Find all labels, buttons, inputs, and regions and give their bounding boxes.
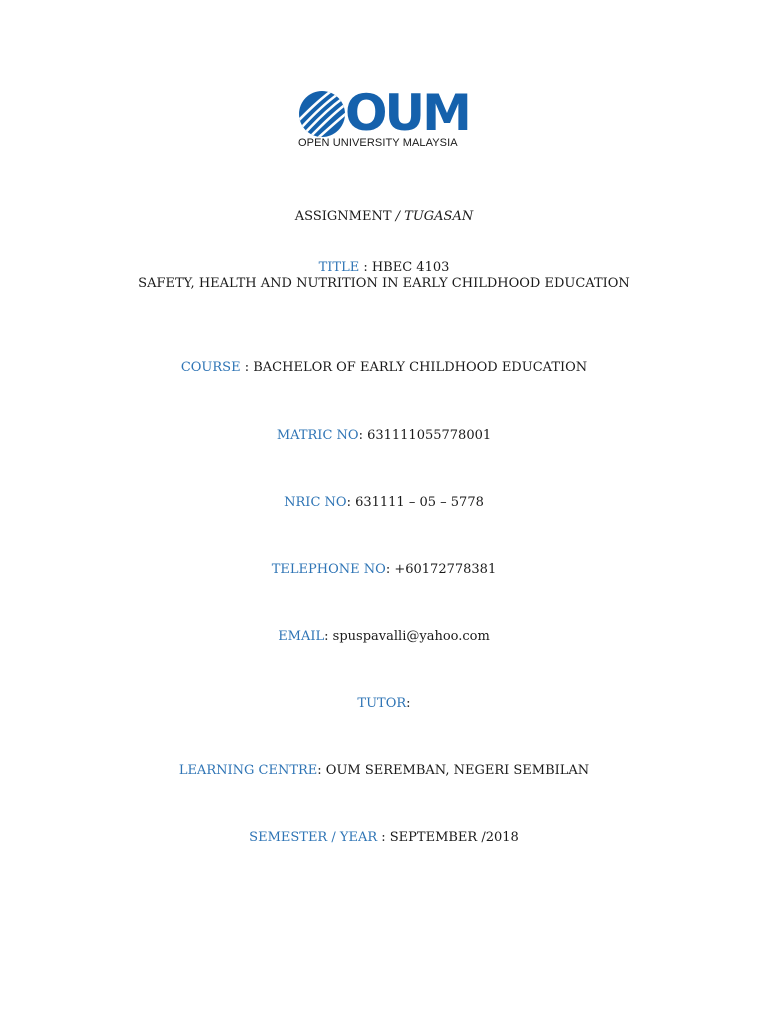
- assignment-translation: / TUGASAN: [391, 209, 474, 224]
- title-subject: SAFETY, HEALTH AND NUTRITION IN EARLY CHILDHOOD EDUCATION: [138, 276, 630, 291]
- course-label: COURSE: [180, 360, 241, 375]
- matric-value: : 631111055778001: [358, 428, 492, 443]
- nric-label: NRIC NO: [284, 495, 347, 510]
- logo-subtitle: OPEN UNIVERSITY MALAYSIA: [298, 137, 458, 149]
- course-value: : BACHELOR OF EARLY CHILDHOOD EDUCATION: [240, 360, 588, 375]
- semester-value: : SEPTEMBER /2018: [377, 830, 519, 845]
- nric-line: [0, 494, 768, 511]
- email-label: EMAIL: [278, 629, 325, 644]
- title-label: TITLE: [318, 260, 360, 275]
- matric-label: MATRIC NO: [276, 428, 359, 443]
- title-line: [0, 259, 768, 276]
- email-value: : spuspavalli@yahoo.com: [324, 629, 490, 644]
- title-code: : HBEC 4103: [359, 260, 450, 275]
- university-logo: [298, 86, 470, 152]
- nric-value: : 631111 – 05 – 5778: [346, 495, 484, 510]
- semester-line: [0, 829, 768, 846]
- logo-wordmark: OUM: [345, 84, 469, 142]
- telephone-label: TELEPHONE NO: [271, 562, 386, 577]
- telephone-value: : +60172778381: [385, 562, 497, 577]
- assignment-text: ASSIGNMENT: [294, 209, 392, 224]
- email-line: [0, 628, 768, 645]
- oum-logo-icon: [298, 90, 346, 138]
- semester-label: SEMESTER / YEAR: [249, 830, 378, 845]
- assignment-heading: [0, 208, 768, 225]
- learning-centre-line: [0, 762, 768, 779]
- telephone-line: [0, 561, 768, 578]
- tutor-value: :: [406, 696, 411, 711]
- matric-line: [0, 427, 768, 444]
- course-line: [0, 359, 768, 376]
- learning-centre-label: LEARNING CENTRE: [178, 763, 318, 778]
- learning-centre-value: : OUM SEREMBAN, NEGERI SEMBILAN: [317, 763, 590, 778]
- tutor-label: TUTOR: [357, 696, 407, 711]
- tutor-line: [0, 695, 768, 712]
